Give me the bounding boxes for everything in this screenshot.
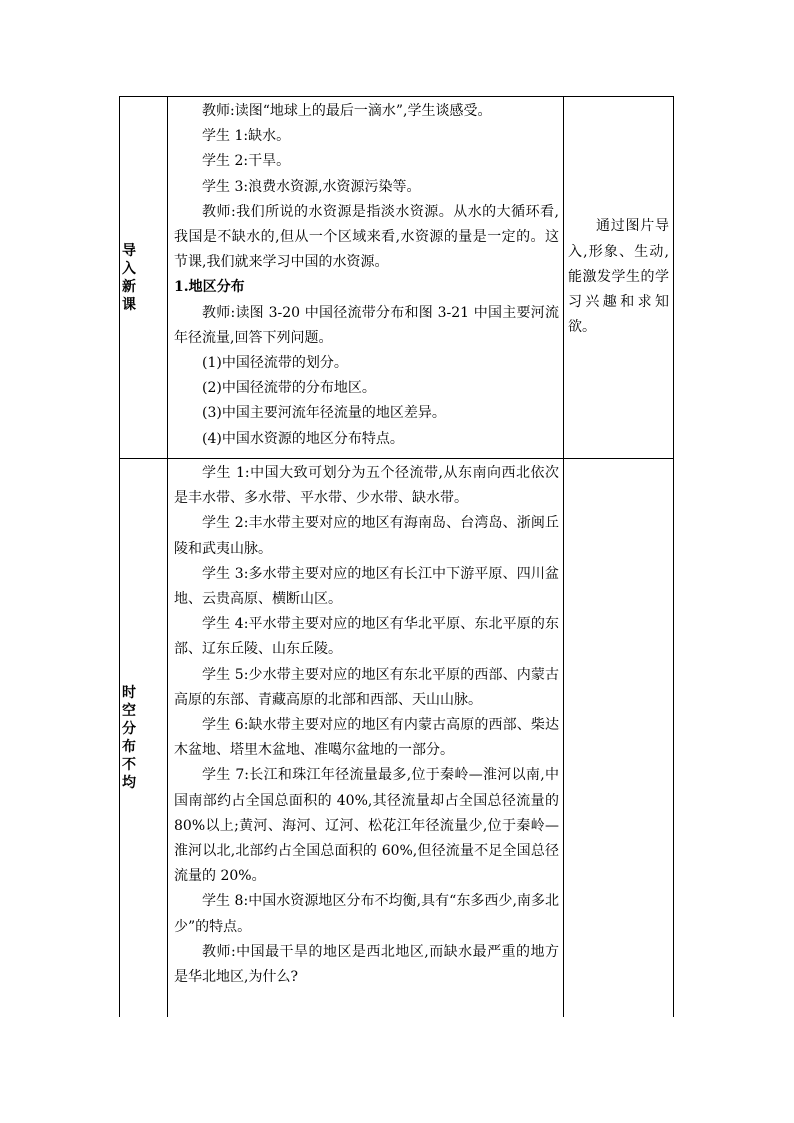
paragraph: 学生 2:丰水带主要对应的地区有海南岛、台湾岛、浙闽丘陵和武夷山脉。 [174,515,559,557]
paragraph: 学生 3:多水带主要对应的地区有长江中下游平原、四川盆地、云贵高原、横断山区。 [174,565,559,608]
row-label: 时空分布不均 [122,685,136,791]
paragraph: 学生 7:长江和珠江年径流量最多,位于秦岭—淮河以南,中国南部约占全国总面积的 40%,其径流量却占全国总径流量的 80%以上;黄河、海河、辽河、松花江年径流量少,位于秦岭—淮河以北,北部约占全国总面积的 60%,但径流量不足全国总径流量的 20%。 [174,767,559,885]
paragraph: 学生 3:浪费水资源,水资源污染等。 [202,178,421,195]
note-cell [564,459,673,1017]
question-item: (1)中国径流带的划分。 [202,355,348,372]
content-cell [168,459,564,1017]
paragraph: 学生 2:干旱。 [202,153,291,170]
paragraph: 学生 8:中国水资源地区分布不均衡,具有“东多西少,南多北少”的特点。 [174,893,559,935]
table-row-distribution [119,458,674,1017]
paragraph: 教师:中国最干旱的地区是西北地区,而缺水最严重的地方是华北地区,为什么? [174,943,559,986]
paragraph: 教师:我们所说的水资源是指淡水资源。从水的大循环看,我国是不缺水的,但从一个区域来看,水资源的量是一定的。这节课,我们就来学习中国的水资源。 [174,203,559,271]
row-label-cell [120,97,168,458]
note-cell [564,97,673,458]
paragraph: 学生 4:平水带主要对应的地区有华北平原、东北平原的东部、辽东丘陵、山东丘陵。 [174,616,559,658]
paragraph: 学生 5:少水带主要对应的地区有东北平原的西部、内蒙古高原的东部、青藏高原的北部和西部、天山山脉。 [174,666,559,708]
table-row-intro [119,96,674,458]
row-label: 导入新课 [122,242,136,313]
question-item: (3)中国主要河流年径流量的地区差异。 [202,405,446,422]
question-item: (2)中国径流带的分布地区。 [202,380,376,397]
paragraph: 教师:读图 3-20 中国径流带分布和图 3-21 中国主要河流年径流量,回答下列问题。 [174,304,559,346]
question-item: (4)中国水资源的地区分布特点。 [202,430,404,447]
paragraph: 学生 1:中国大致可划分为五个径流带,从东南向西北依次是丰水带、多水带、平水带、少水带、缺水带。 [174,465,559,507]
section-heading: 1.地区分布 [174,279,245,296]
design-note: 通过图片导入,形象、生动,能激发学生的学习兴趣和求知欲。 [568,218,669,336]
content-cell [168,97,564,458]
paragraph: 教师:读图“地球上的最后一滴水”,学生谈感受。 [202,103,492,119]
paragraph: 学生 1:缺水。 [202,128,291,145]
lesson-plan-table [119,96,674,1017]
paragraph: 学生 6:缺水带主要对应的地区有内蒙古高原的西部、柴达木盆地、塔里木盆地、准噶尔盆地的一部分。 [174,717,559,759]
row-label-cell [120,459,168,1017]
